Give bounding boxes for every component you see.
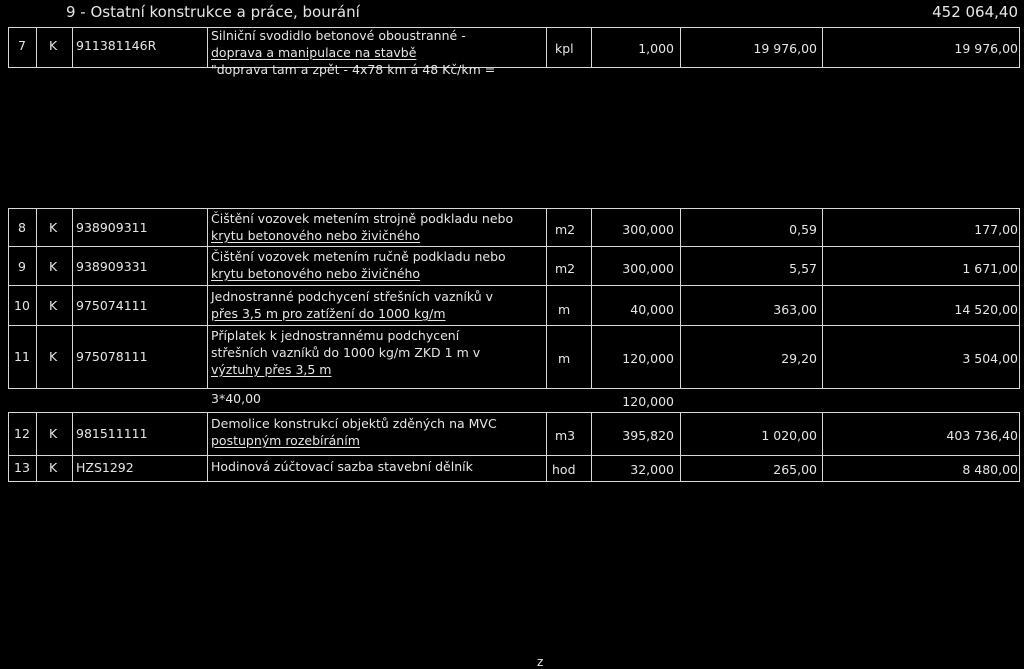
row-quantity: 120,000 <box>622 351 674 366</box>
row-number: 8 <box>18 220 26 235</box>
row-code: 975078111 <box>76 349 148 364</box>
row-type: K <box>49 460 58 475</box>
table-border <box>8 455 1020 456</box>
row-description-line: přes 3,5 m pro zatížení do 1000 kg/m <box>211 306 446 321</box>
row-description-line: střešních vazníků do 1000 kg/m ZKD 1 m v <box>211 345 481 360</box>
table-border <box>8 412 1020 413</box>
row-type: K <box>49 259 58 274</box>
table-border <box>8 27 9 68</box>
table-border <box>8 27 1020 28</box>
row-code: HZS1292 <box>76 460 134 475</box>
table-border <box>72 412 73 482</box>
row-description <box>211 248 506 282</box>
table-border <box>207 412 208 482</box>
row-description <box>211 327 480 378</box>
table-border <box>546 208 547 388</box>
table-border <box>36 27 37 68</box>
row-code: 981511111 <box>76 426 148 441</box>
calculation-quantity: 120,000 <box>622 394 674 409</box>
row-unit-price: 5,57 <box>789 261 817 276</box>
table-border <box>591 208 592 388</box>
row-unit-price: 265,00 <box>773 462 817 477</box>
row-quantity: 32,000 <box>630 462 674 477</box>
row-total: 19 976,00 <box>954 41 1018 56</box>
table-border <box>1019 412 1020 482</box>
row-description-line: Čištění vozovek metením ručně podkladu nebo <box>211 249 506 264</box>
row-number: 10 <box>14 298 30 313</box>
row-description <box>211 415 497 449</box>
table-border <box>8 325 1020 326</box>
table-border <box>680 208 681 388</box>
row-unit-price: 0,59 <box>789 222 817 237</box>
row-unit-price: 363,00 <box>773 302 817 317</box>
row-code: 911381146R <box>76 38 157 53</box>
row-quantity: 300,000 <box>622 261 674 276</box>
row-unit: m2 <box>555 222 576 237</box>
row-description-line: krytu betonového nebo živičného <box>211 266 421 281</box>
table-border <box>822 412 823 482</box>
table-border <box>8 208 1020 209</box>
table-border <box>36 208 37 388</box>
table-border <box>72 27 73 68</box>
table-border <box>680 27 681 68</box>
row-description-line: doprava a manipulace na stavbě <box>211 45 417 60</box>
row-quantity: 40,000 <box>630 302 674 317</box>
row-code: 938909311 <box>76 220 148 235</box>
row-description-line: výztuhy přes 3,5 m <box>211 362 332 377</box>
table-border <box>8 246 1020 247</box>
row-unit: m <box>558 351 571 366</box>
table-border <box>546 27 547 68</box>
table-border <box>1019 27 1020 68</box>
calculation-formula: 3*40,00 <box>211 391 261 406</box>
row-description-line: Hodinová zúčtovací sazba stavební dělník <box>211 459 473 474</box>
row-number: 13 <box>14 460 30 475</box>
row-total: 403 736,40 <box>946 428 1018 443</box>
table-border <box>591 27 592 68</box>
row-type: K <box>49 38 58 53</box>
table-border <box>207 208 208 388</box>
table-border <box>8 481 1020 482</box>
table-border <box>207 27 208 68</box>
row-type: K <box>49 298 58 313</box>
row-unit-price: 29,20 <box>781 351 817 366</box>
row-quantity: 1,000 <box>638 41 674 56</box>
row-type: K <box>49 426 58 441</box>
row-description <box>211 27 495 78</box>
row-total: 3 504,00 <box>962 351 1018 366</box>
row-description <box>211 288 493 322</box>
row-code: 938909331 <box>76 259 148 274</box>
table-border <box>8 388 1020 389</box>
table-border <box>8 412 9 482</box>
row-number: 9 <box>18 259 26 274</box>
row-description-line: postupným rozebíráním <box>211 433 360 448</box>
row-description-line: Čištění vozovek metením strojně podkladu nebo <box>211 211 514 226</box>
row-description-line: krytu betonového nebo živičného <box>211 228 421 243</box>
section-title: 9 - Ostatní konstrukce a práce, bourání <box>66 3 360 21</box>
table-border <box>546 412 547 482</box>
row-description-line: "doprava tam a zpět - 4x78 km á 48 Kč/km = <box>211 62 496 77</box>
row-unit: hod <box>552 462 576 477</box>
row-description-line: Příplatek k jednostrannému podchycení <box>211 328 460 343</box>
row-total: 177,00 <box>974 222 1018 237</box>
row-quantity: 300,000 <box>622 222 674 237</box>
row-description <box>211 210 513 244</box>
table-border <box>822 27 823 68</box>
section-total: 452 064,40 <box>932 3 1018 21</box>
table-border <box>680 412 681 482</box>
row-number: 12 <box>14 426 30 441</box>
table-border <box>72 208 73 388</box>
row-type: K <box>49 220 58 235</box>
table-border <box>8 285 1020 286</box>
row-unit: m <box>558 302 571 317</box>
row-unit-price: 19 976,00 <box>753 41 817 56</box>
row-unit: kpl <box>555 41 574 56</box>
footer-mark: z <box>537 655 544 669</box>
table-border <box>591 412 592 482</box>
row-description-line: Jednostranné podchycení střešních vazníků v <box>211 289 494 304</box>
row-description-line: Silniční svodidlo betonové oboustranné - <box>211 28 466 43</box>
row-description-line: Demolice konstrukcí objektů zděných na MVC <box>211 416 497 431</box>
table-border <box>36 412 37 482</box>
row-number: 7 <box>18 38 26 53</box>
row-total: 8 480,00 <box>962 462 1018 477</box>
row-code: 975074111 <box>76 298 148 313</box>
row-total: 14 520,00 <box>954 302 1018 317</box>
row-unit: m3 <box>555 428 576 443</box>
row-unit: m2 <box>555 261 576 276</box>
row-type: K <box>49 349 58 364</box>
row-number: 11 <box>14 349 30 364</box>
table-border <box>1019 208 1020 388</box>
table-border <box>8 208 9 388</box>
table-border <box>822 208 823 388</box>
row-unit-price: 1 020,00 <box>761 428 817 443</box>
row-quantity: 395,820 <box>622 428 674 443</box>
row-total: 1 671,00 <box>962 261 1018 276</box>
table-border <box>8 67 1020 68</box>
